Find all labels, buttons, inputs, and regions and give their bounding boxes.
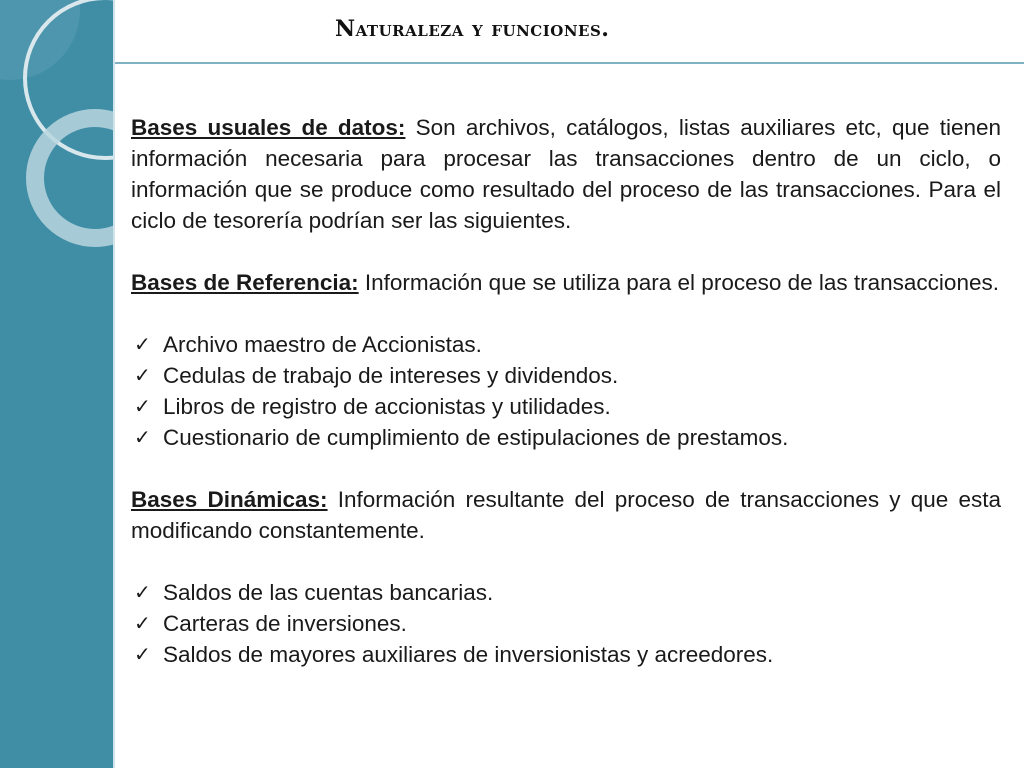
list-item <box>131 329 1001 360</box>
list-item <box>131 608 1001 639</box>
referencia-list <box>131 329 1001 453</box>
text-usuales: Son archivos, catálogos, listas auxiliares etc, que tienen información necesaria para procesar las transacciones dentro de un ciclo, o información que se produce como resultado del proceso de las transacciones. Para el ciclo de tesorería podrían ser las siguientes. <box>131 115 1002 233</box>
list-item <box>131 577 1001 608</box>
checkmark-icon: ✓ <box>134 642 151 666</box>
checkmark-icon: ✓ <box>134 611 151 635</box>
paragraph-referencia <box>131 267 1001 298</box>
sidebar-edge <box>113 0 115 768</box>
checkmark-icon: ✓ <box>134 394 151 418</box>
paragraph-dinamicas <box>131 484 1001 546</box>
checkmark-icon: ✓ <box>134 363 151 387</box>
list-item-text: Cuestionario de cumplimiento de estipulaciones de prestamos. <box>163 425 789 450</box>
list-item-text: Saldos de mayores auxiliares de inversionistas y acreedores. <box>163 642 774 667</box>
list-item-text: Libros de registro de accionistas y utilidades. <box>163 394 611 419</box>
list-item-text: Carteras de inversiones. <box>163 611 407 636</box>
decorative-circles <box>0 0 113 768</box>
list-item-text: Saldos de las cuentas bancarias. <box>163 580 494 605</box>
slide-content <box>131 112 1001 670</box>
decor-circle-fill <box>0 0 80 80</box>
decorative-sidebar <box>0 0 113 768</box>
decor-circle-ring <box>35 118 113 238</box>
dinamicas-list <box>131 577 1001 670</box>
term-usuales: Bases usuales de datos: <box>131 115 406 140</box>
list-item <box>131 639 1001 670</box>
paragraph-usuales <box>131 112 1001 236</box>
spacer <box>131 236 1001 267</box>
list-item <box>131 391 1001 422</box>
term-referencia: Bases de Referencia: <box>131 270 359 295</box>
title-bar <box>115 0 1024 64</box>
list-item <box>131 360 1001 391</box>
list-item-text: Archivo maestro de Accionistas. <box>163 332 482 357</box>
spacer <box>131 453 1001 484</box>
checkmark-icon: ✓ <box>134 425 151 449</box>
checkmark-icon: ✓ <box>134 332 151 356</box>
spacer <box>131 546 1001 577</box>
list-item <box>131 422 1001 453</box>
text-dinamicas: Información resultante del proceso de transacciones y que esta modificando constantemente. <box>131 487 1001 543</box>
text-referencia: Información que se utiliza para el proceso de las transacciones. <box>358 270 999 295</box>
checkmark-icon: ✓ <box>134 580 151 604</box>
spacer <box>131 298 1001 329</box>
term-dinamicas: Bases Dinámicas: <box>131 487 328 512</box>
list-item-text: Cedulas de trabajo de intereses y dividendos. <box>163 363 619 388</box>
slide-title: Naturaleza y funciones. <box>335 16 610 42</box>
